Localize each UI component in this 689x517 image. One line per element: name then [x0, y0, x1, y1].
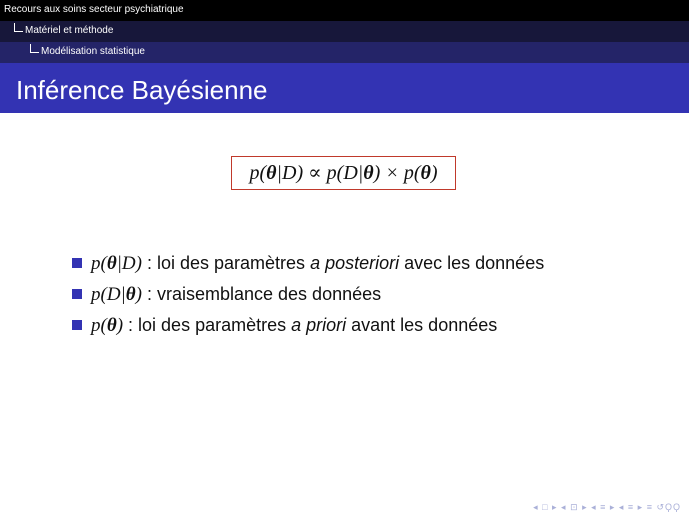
header-subsubsection-label: Modélisation statistique: [41, 46, 145, 57]
square-bullet-icon: [72, 289, 82, 299]
list-item: [72, 312, 672, 343]
navigation-symbols-icon[interactable]: ◂ □ ▸ ◂ ⊡ ▸ ◂ ≡ ▸ ◂ ≡ ▸ ≡ ↺ϘϘ: [533, 502, 681, 512]
square-bullet-icon: [72, 258, 82, 268]
header-subsubsection[interactable]: [0, 42, 689, 63]
formula-part: |D) ∝ p(D|: [276, 162, 364, 184]
square-bullet-icon: [72, 320, 82, 330]
list-item: [72, 281, 672, 312]
formula-part: p(: [249, 162, 267, 184]
header-section-label: Recours aux soins secteur psychiatrique: [4, 4, 184, 15]
item-math: ): [135, 284, 142, 305]
item-math-theta: θ: [125, 284, 136, 305]
item-text: avant les données: [346, 315, 498, 335]
formula-part: ) × p(: [373, 162, 421, 184]
item-math: p(: [91, 315, 107, 336]
slide-title: Inférence Bayésienne: [16, 75, 268, 105]
slide-title-bar: [0, 63, 689, 113]
bayes-formula-box: [231, 156, 456, 190]
header-subsection-label: Matériel et méthode: [25, 25, 114, 36]
item-math: p(: [91, 253, 107, 274]
header-subsection[interactable]: [0, 21, 689, 42]
list-item: [72, 250, 672, 281]
item-text-italic: a priori: [291, 315, 347, 335]
tree-branch-icon: [14, 23, 23, 32]
item-text: : vraisemblance des données: [141, 284, 382, 304]
item-math: |D): [116, 253, 142, 274]
formula-theta: θ: [266, 162, 277, 184]
formula-theta: θ: [420, 162, 431, 184]
item-text-italic: a posteriori: [310, 253, 400, 273]
formula-theta: θ: [363, 162, 374, 184]
beamer-navigation-bar[interactable]: [533, 502, 681, 513]
item-math-theta: θ: [106, 315, 117, 336]
item-math: ): [116, 315, 124, 336]
item-math-theta: θ: [106, 253, 117, 274]
item-text: : loi des paramètres: [141, 253, 311, 273]
bullet-list: [72, 250, 672, 343]
item-math: p(D|: [91, 284, 126, 305]
item-text: : loi des paramètres: [123, 315, 292, 335]
tree-branch-icon: [30, 44, 39, 53]
item-text: avec les données: [399, 253, 545, 273]
formula-part: ): [430, 162, 438, 184]
header-section[interactable]: [0, 0, 689, 21]
